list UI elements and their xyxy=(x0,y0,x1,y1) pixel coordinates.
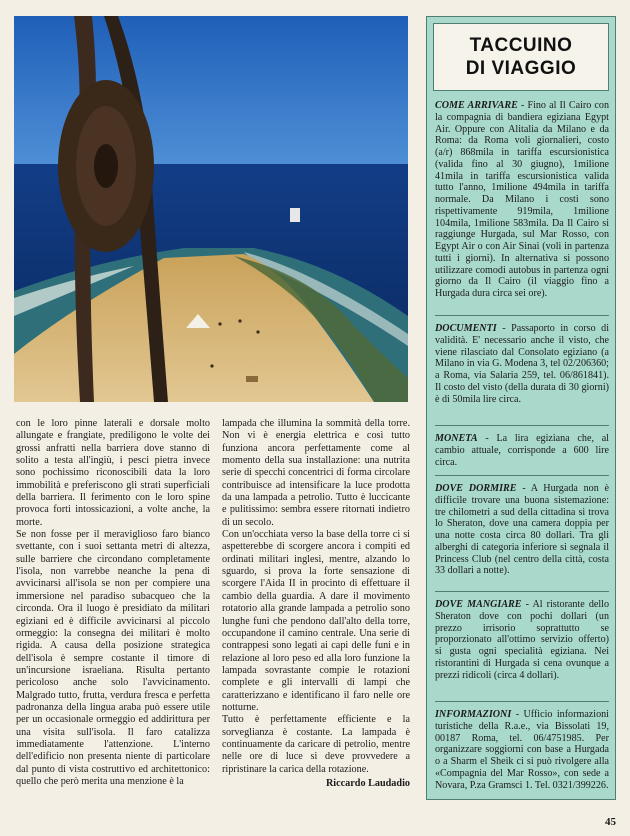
section-divider xyxy=(435,475,609,476)
page-number: 45 xyxy=(605,816,616,828)
photo-illustration xyxy=(14,16,408,402)
article-paragraph: Con un'occhiata verso la base della torre ci si aspetterebbe di scorgere ancora i compiti ed ordinati militari inglesi, mentre, alzando lo sguardo, si prova la forte sensazione di scorgere l'Aida II in procinto di effettuare il cambio della guardia. A dare il movimento rotatorio alla grande lampada a petrolio sono lunghe funi che pendono dall'alto della torre, occupandone il camino centrale. Una serie di contrappesi sono legati ai capi delle funi e in relazione al loro peso ed alla loro funzione la lampada sovrastante compie le rotazioni complete e gli intervalli di lampi che caratterizzano e identificano il faro nelle ore notturne. xyxy=(222,529,410,713)
section-text: - La lira egiziana che, al cambio attuale, corrisponde a 600 lire circa. xyxy=(435,433,609,468)
section-dove-mangiare xyxy=(435,599,609,681)
travel-notes-sidebar xyxy=(426,16,616,800)
section-divider xyxy=(435,425,609,426)
section-divider xyxy=(435,315,609,316)
section-divider xyxy=(435,701,609,702)
section-heading: COME ARRIVARE xyxy=(435,100,518,111)
section-text: - Fino al Il Cairo con la compagnia di bandiera egiziana Egypt Air. Oppure con Alitalia da Milano e da Roma: da Roma voli giornalieri, costo (a/r) 868mila in tariffa escursionistica (valida fino al 30 giugno), 1milione 41mila in tariffa escursionistica valida tutto l'anno, 1milione 494mila in tariffa normale. Da Milano i costi sono rispettivamente 919mila, 1milione 104mila, 1milione 583mila. Da Il Cairo si raggiunge Hurgada, sul Mar Rosso, con Egypt Air o con Air Sinai (voli in partenza tutti i giorni). In alternativa si possono utilizzare comodi autobus in partenza ogni giorno da Il Cairo (il viaggio fino a Hurgada dura circa sei ore). xyxy=(435,100,609,299)
article-paragraph: Se non fosse per il meraviglioso faro bianco svettante, con i suoi settanta metri di altezza, sulle barriere che circondano completamente l'isola, non varrebbe neanche la pena di avvicinarsi all'isola se non per compiere una immersione nel paradiso subacqueo che la circonda. Ora il luogo è presidiato da militari egiziani ed è difficile avvicinarsi al piccolo ormeggio: la consegna dei militari è molto rigida. A causa della posizione strategica dell'isola è sempre costante il timore di un'incursione israeliana. Risulta pertanto pericoloso anche solo l'avvicinamento. Malgrado tutto, frutta, verdura fresca e perfetta padronanza della lingua araba può essere utile per un occasionale ormeggio ed addirittura per una visita sull'isola. Il faro catalizza immediatamente l'attenzione. L'interno dell'edificio non presenta niente di particolare dal punto di vista costruttivo ed architettonico: quello che però merita una menzione è la xyxy=(16,529,210,787)
section-documenti xyxy=(435,323,609,405)
section-heading: DOVE DORMIRE xyxy=(435,483,517,494)
article-paragraph: lampada che illumina la sommità della torre. Non vi è energia elettrica e così tutto funziona ancora perfettamente come al momento della sua installazione: una nutrita serie di specchi concentrici di forma circolare contribuisce ad intensificare la luce prodotta da una lampada a petrolio. Tutto è luccicante e pulitissimo: sembra essere ritornati indietro di un secolo. xyxy=(222,418,410,528)
sidebar-title-line1: TACCUINO xyxy=(469,35,573,56)
section-heading: INFORMAZIONI xyxy=(435,709,512,720)
section-come-arrivare xyxy=(435,100,609,300)
section-heading: DOCUMENTI xyxy=(435,323,497,334)
section-heading: MONETA xyxy=(435,433,478,444)
sidebar-title-line2: DI VIAGGIO xyxy=(465,58,577,79)
section-text: - A Hurgada non è difficile trovare una buona sistemazione: tre chilometri a sud della cittadina si trova lo Sheraton, dove una camera doppia per una notte costa circa 80 dollari. Tra gli alberghi di categoria inferiore si segnala il Princess Club (nel centro della città, costa 33 dollari a notte). xyxy=(435,483,609,577)
section-text: - Ufficio informazioni turistiche della R.a.e., via Bissolati 19, 00187 Roma, tel. 06/4751985. Per organizzare soggiorni con base a Hurgada o a Sharm el Sheik ci si può rivolgere alla «Compagnia del Mar Rosso», con sede a Novara, P.za Gramsci 1. Tel. 0321/399226. xyxy=(435,709,609,791)
sidebar-title xyxy=(433,23,609,91)
article-paragraph: Tutto è perfettamente efficiente e la sorveglianza è costante. La lampada è continuamente da caricare di petrolio, mentre nelle ore di luce si deve provvedere a ripristinare la carica della rotazione. xyxy=(222,714,410,775)
article-column-1 xyxy=(16,418,210,788)
section-moneta xyxy=(435,433,609,468)
section-heading: DOVE MANGIARE xyxy=(435,599,522,610)
article-column-2 xyxy=(222,418,410,790)
author-signature: Riccardo Laudadio xyxy=(325,777,410,789)
article-paragraph: con le loro pinne laterali e dorsale molto allungate e frangiate, prediligono le volte dei grossi anfratti nella barriera dove stanno di solito a testa all'ingiù, i pesci pietra invece sono pochissimo riconoscibili data la loro immobilità e preferiscono gli strati superficiali della barriera. Il ferimento con le loro spine provoca forti intossicazioni, a volte anche, la morte. xyxy=(16,418,210,528)
section-dove-dormire xyxy=(435,483,609,577)
lighthouse-photo xyxy=(14,16,408,402)
section-divider xyxy=(435,591,609,592)
section-informazioni xyxy=(435,709,609,791)
section-text: - Al ristorante dello Sheraton dove con pochi dollari (un prezzo irrisorio soprattutto se proporzionato all'ottimo servizio offerto) si gusta ogni specialità egiziana. Nei ristorantini di Hurgada si cena ovunque a prezzi ridicoli (circa 4 dollari). xyxy=(435,599,609,681)
section-text: - Passaporto in corso di validità. E' necessario anche il visto, che viene rilasciato dal Consolato egiziano (a Milano in via G. Modena 3, tel 02/206360; a Roma, via Salaria 259, tel. 06/861841). Il costo del visto (della durata di 30 giorni) è di 50mila lire circa. xyxy=(435,323,609,405)
